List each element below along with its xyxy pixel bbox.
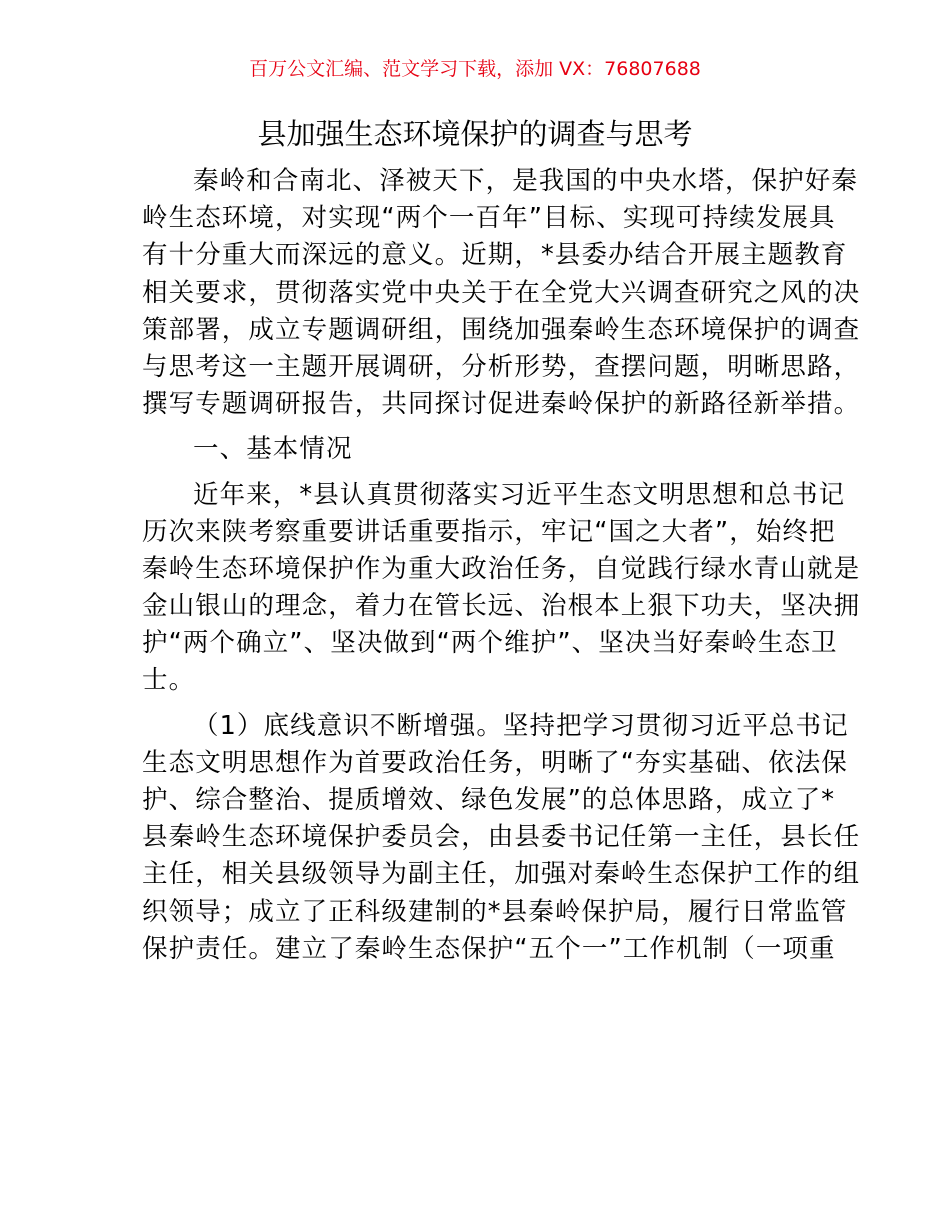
text-line: 生态文明思想作为首要政治任务，明晰了“夯实基础、依法保 (142, 747, 848, 778)
text-line: 金山银山的理念，着力在管长远、治根本上狠下功夫，坚决拥 (142, 591, 861, 622)
paragraph-bottom-line-awareness (142, 708, 861, 968)
paragraph-basic-situation (142, 477, 861, 700)
text-line: 秦岭和合南北、泽被天下，是我国的中央水塔，保护好秦 (193, 166, 859, 196)
text-line: 策部署，成立专题调研组，围绕加强秦岭生态环境保护的调查 (142, 314, 861, 345)
text-line: 保护责任。建立了秦岭生态保护“五个一”工作机制（一项重 (142, 933, 836, 964)
text-line: 与思考这一主题开展调研，分析形势，查摆问题，明晰思路， (142, 351, 861, 382)
section-heading-text: 一、基本情况 (193, 434, 353, 465)
text-line: 织领导；成立了正科级建制的*县秦岭保护局，履行日常监管 (142, 896, 848, 927)
text-line: 历次来陕考察重要讲话重要指示，牢记“国之大者”，始终把 (142, 516, 836, 547)
text-line: 撰写专题调研报告，共同探讨促进秦岭保护的新路径新举措。 (142, 389, 861, 420)
text-line: 士。 (142, 665, 196, 696)
paragraph-intro (142, 163, 861, 423)
text-line: 岭生态环境，对实现“两个一百年”目标、实现可持续发展具 (142, 203, 836, 234)
section-heading (142, 431, 814, 468)
text-line: 近年来，*县认真贯彻落实习近平生态文明思想和总书记 (193, 479, 846, 510)
text-line: 护“两个确立”、坚决做到“两个维护”、坚决当好秦岭生态卫 (142, 628, 838, 659)
text-line: 秦岭生态环境保护作为重大政治任务，自觉践行绿水青山就是 (142, 553, 861, 584)
text-line: 有十分重大而深远的意义。近期，*县委办结合开展主题教育 (142, 240, 848, 271)
text-line: 县秦岭生态环境保护委员会，由县委书记任第一主任，县长任 (142, 822, 861, 853)
text-line: 护、综合整治、提质增效、绿色发展”的总体思路，成立了* (142, 785, 836, 815)
text-line: （1）底线意识不断增强。坚持把学习贯彻习近平总书记 (193, 710, 849, 741)
document-body (142, 163, 861, 968)
watermark-banner: 百万公文汇编、范文学习下载，添加 VX：76807688 (249, 58, 701, 80)
document-title: 县加强生态环境保护的调查与思考 (257, 117, 693, 151)
text-line: 主任，相关县级领导为副主任，加强对秦岭生态保护工作的组 (142, 859, 861, 890)
text-line: 相关要求，贯彻落实党中央关于在全党大兴调查研究之风的决 (142, 277, 861, 308)
